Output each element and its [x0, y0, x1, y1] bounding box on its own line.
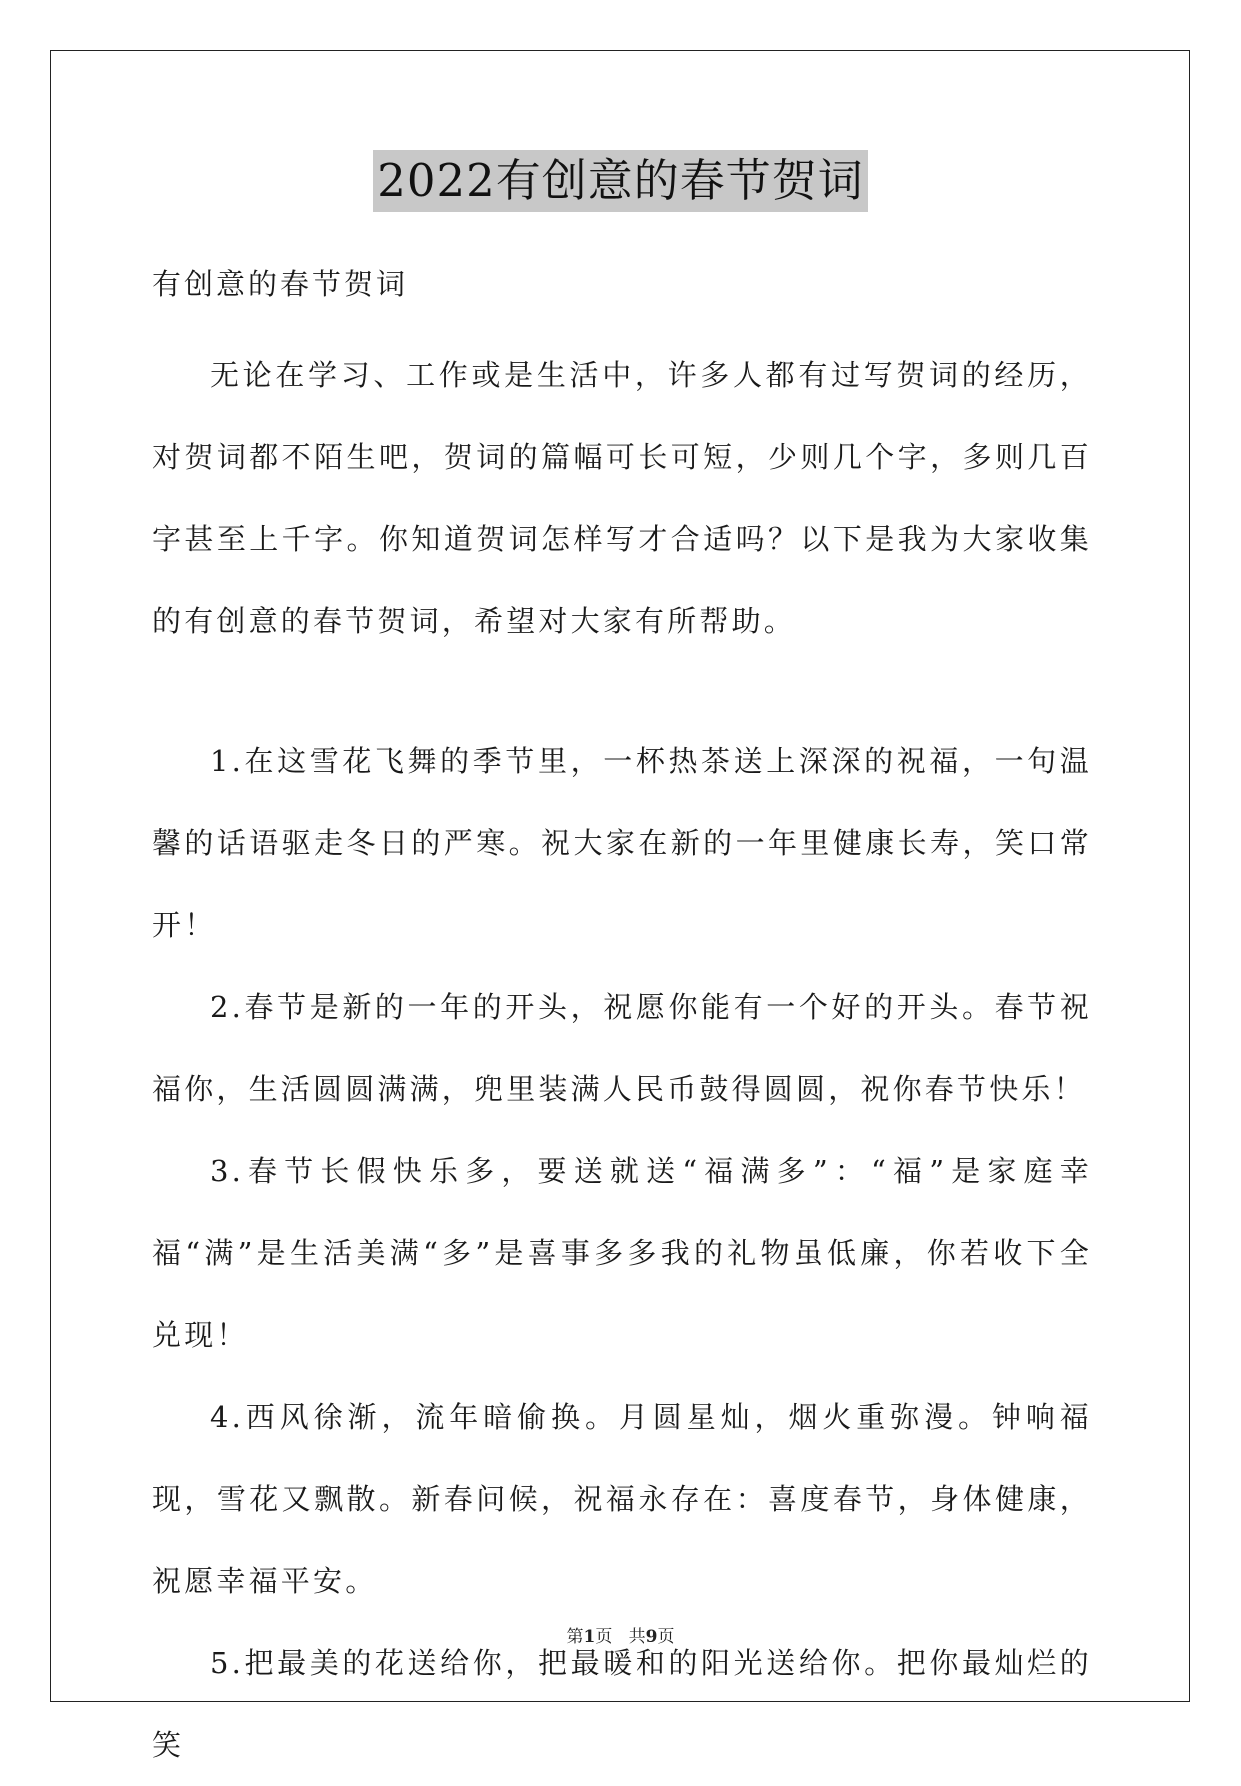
- page-current: 1: [583, 1627, 596, 1647]
- document-body: [152, 254, 1092, 1786]
- page-suffix: 页: [595, 1627, 613, 1647]
- greeting-item-5: 5.把最美的花送给你，把最暖和的阳光送给你。把你最灿烂的笑: [152, 1646, 1092, 1762]
- greeting-item-4: 4.西风徐渐，流年暗偷换。月圆星灿，烟火重弥漫。钟响福现，雪花又飘散。新春问候，祝福永存在：喜度春节，身体健康，祝愿幸福平安。: [152, 1400, 1092, 1598]
- intro-paragraph: 无论在学习、工作或是生活中，许多人都有过写贺词的经历，对贺词都不陌生吧，贺词的篇幅可长可短，少则几个字，多则几百字甚至上千字。你知道贺词怎样写才合适吗？以下是我为大家收集的有创意的春节贺词，希望对大家有所帮助。: [152, 358, 1092, 638]
- greeting-item-1: 1.在这雪花飞舞的季节里，一杯热茶送上深深的祝福，一句温馨的话语驱走冬日的严寒。祝大家在新的一年里健康长寿，笑口常开！: [152, 744, 1092, 942]
- total-suffix: 页: [657, 1627, 675, 1647]
- paragraph-gap: [152, 662, 1092, 720]
- document-subtitle: 有创意的春节贺词: [152, 267, 409, 301]
- document-title: 2022有创意的春节贺词: [373, 150, 868, 212]
- page-total: 9: [645, 1627, 658, 1647]
- greeting-item-2: 2.春节是新的一年的开头，祝愿你能有一个好的开头。春节祝福你，生活圆圆满满，兜里装满人民币鼓得圆圆，祝你春节快乐！: [152, 990, 1092, 1106]
- page-footer: [0, 1622, 1241, 1647]
- greeting-item-3: 3.春节长假快乐多，要送就送“福满多”：“福”是家庭幸福“满”是生活美满“多”是喜事多多我的礼物虽低廉，你若收下全兑现！: [152, 1154, 1092, 1352]
- total-prefix: 共: [628, 1627, 646, 1647]
- title-container: [0, 150, 1241, 212]
- page-prefix: 第: [566, 1627, 584, 1647]
